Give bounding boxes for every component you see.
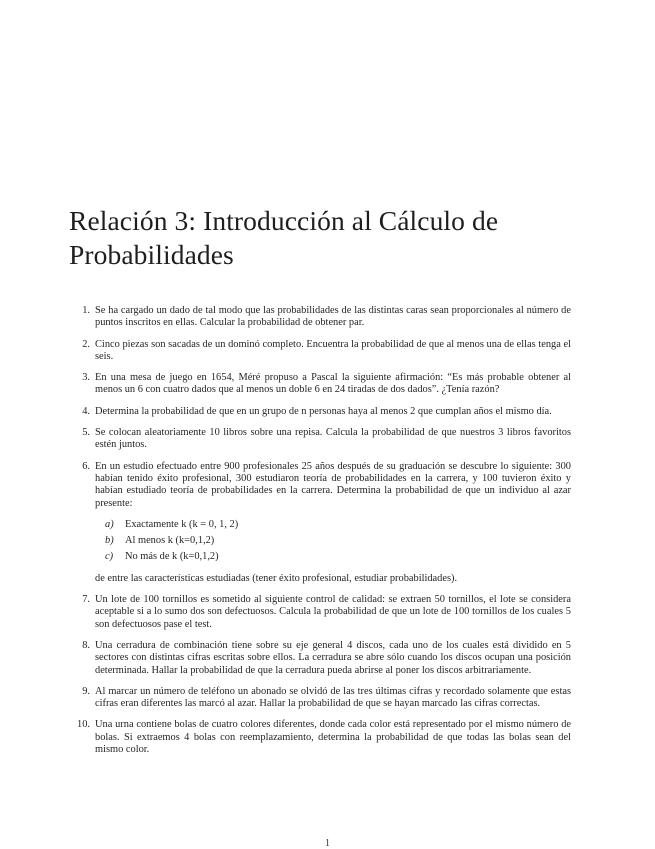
problem-item	[70, 427, 571, 452]
problem-number: 10.	[77, 719, 90, 731]
problem-item	[70, 594, 571, 631]
sub-letter: c)	[105, 551, 114, 563]
sub-item	[95, 519, 571, 531]
title-line-1: Relación 3: Introducción al Cálculo de	[69, 205, 499, 236]
problem-text: Se ha cargado un dado de tal modo que las probabilidades de las distintas caras sean proporcionales al número de puntos inscritos en ellas. Calcular la probabilidad de obtener par.	[95, 305, 571, 329]
problem-item	[70, 339, 571, 364]
problem-number: 8.	[82, 639, 90, 651]
problem-text: Se colocan aleatoriamente 10 libros sobre una repisa. Calcula la probabilidad de que nuestros 3 libros favoritos estén juntos.	[95, 427, 571, 451]
problem-item	[70, 372, 571, 397]
sub-item	[95, 551, 571, 563]
sub-text: Exactamente k (k = 0, 1, 2)	[125, 518, 239, 530]
problem-text: En un estudio efectuado entre 900 profesionales 25 años después de su graduación se descubre lo siguiente: 300 habían tenido éxito profesional, 300 estudiaron teoría de probabilidades en la carrera, y 100 tuvieron éxito y habían estudiado teoría de probabilidades en la carrera. Determina la probabilidad de que un individuo al azar presente:	[95, 460, 571, 509]
sub-list	[95, 519, 571, 564]
problem-item	[70, 640, 571, 677]
problem-item	[70, 719, 571, 756]
problem-number: 3.	[82, 372, 90, 384]
page-number: 1	[325, 838, 330, 849]
problem-text: Al marcar un número de teléfono un abonado se olvidó de las tres últimas cifras y recordado solamente que estas cifras eran diferentes las marcó al azar. Hallar la probabilidad de que se hayan marcado las cifras correctas.	[95, 685, 571, 710]
problem-text: Una cerradura de combinación tiene sobre su eje general 4 discos, cada uno de los cuales está dividido en 5 sectores con distintas cifras escritas sobre ellos. La cerradura se abre sólo cuando los discos ocupan una posición determinada. Hallar la probabilidad de que la cerradura pueda abrirse al poner los discos arbitrariamente.	[95, 639, 571, 676]
sub-letter: a)	[105, 518, 114, 530]
problem-text: Un lote de 100 tornillos es sometido al siguiente control de calidad: se extraen 50 tornillos, el lote se considera aceptable si a lo sumo dos son defectuosos. Calcula la probabilidad de que un lote de 100 tornillos de los cuales 5 son defectuosos pase el test.	[95, 594, 571, 630]
problem-continuation: de entre las características estudiadas (tener éxito profesional, estudiar probabilidades).	[95, 572, 458, 584]
sub-text: No más de k (k=0,1,2)	[125, 551, 219, 563]
problem-item	[70, 686, 571, 711]
problem-text: Determina la probabilidad de que en un grupo de n personas haya al menos 2 que cumplan años el mismo día.	[95, 405, 552, 417]
problem-text: Cinco piezas son sacadas de un dominó completo. Encuentra la probabilidad de que al menos una de ellas tenga el seis.	[95, 338, 571, 362]
problem-number: 4.	[82, 405, 90, 417]
sub-letter: b)	[105, 535, 114, 547]
problem-item	[70, 305, 571, 330]
problem-number: 1.	[82, 305, 90, 316]
problem-text: Una urna contiene bolas de cuatro colores diferentes, donde cada color está representado por el mismo número de bolas. Si extraemos 4 bolas con reemplazamiento, determina la probabilidad de que todas las bolas sean del mismo color.	[95, 719, 571, 756]
problem-number: 2.	[82, 338, 90, 350]
sub-text: Al menos k (k=0,1,2)	[125, 535, 215, 547]
problem-item	[70, 406, 571, 418]
problem-number: 5.	[82, 427, 90, 439]
problem-number: 6.	[82, 460, 90, 472]
problem-number: 9.	[82, 685, 90, 697]
problem-number: 7.	[82, 594, 90, 606]
problem-list	[70, 305, 571, 765]
document-title	[69, 204, 609, 272]
problem-item	[70, 461, 571, 585]
problem-text: En una mesa de juego en 1654, Méré propuso a Pascal la siguiente afirmación: “Es más probable obtener al menos un 6 con cuatro dados que al menos un doble 6 en 24 tiradas de dos dados”. ¿Tenía razón?	[95, 372, 571, 396]
title-line-2: Probabilidades	[69, 239, 234, 270]
sub-item	[95, 535, 571, 547]
